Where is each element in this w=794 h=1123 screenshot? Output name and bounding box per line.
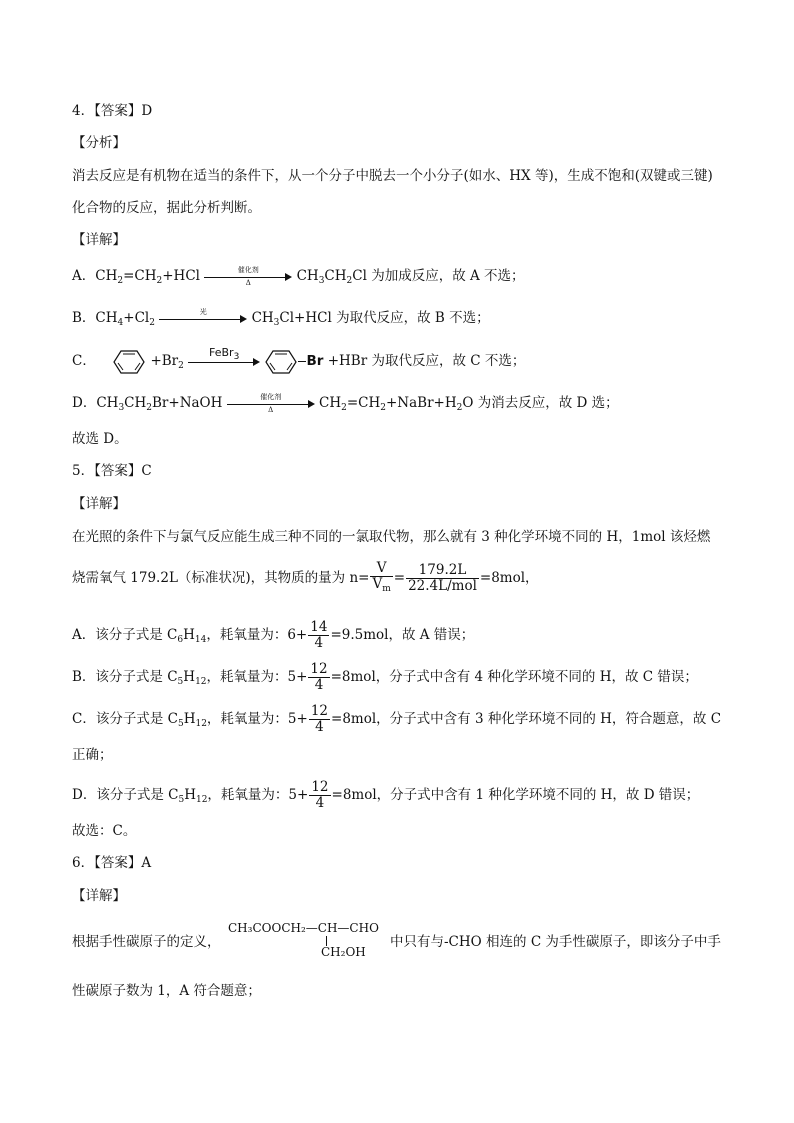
fraction: $\frac{12}{4}$ xyxy=(310,703,329,735)
fraction: $\frac{V}{V_m}$ xyxy=(372,559,391,594)
reaction-arrow: FeBr$_3$ xyxy=(188,352,260,372)
benzene-ring-icon xyxy=(112,349,146,375)
q4-analysis-line-2: 化合物的反应，据此分析判断。 xyxy=(72,200,261,216)
q5-paragraph-1: 在光照的条件下与氯气反应能生成三种不同的一氯取代物，那么就有 3 种化学环境不同的 H，1mol 该烃燃 xyxy=(72,529,711,545)
fraction: $\frac{12}{4}$ xyxy=(311,779,329,811)
q4-option-a: A．$CH_2=CH_2+HCl$ 催化剂 Δ $CH_3CH_2Cl$ 为加成反应，故 A 不选； xyxy=(72,265,525,287)
reaction-arrow: 光 xyxy=(159,309,247,329)
q5-answer: 5．【答案】C xyxy=(72,463,152,479)
q6-paragraph-1b: 中只有与-CHO 相连的 C 为手性碳原子，即该分子中手 xyxy=(390,934,721,950)
reaction-arrow: 催化剂 Δ xyxy=(227,394,315,414)
q4-detail-label: 【详解】 xyxy=(72,232,126,248)
q5-option-d: D．该分子式是 $C_5H_{12}$，耗氧量为：5+ $\frac{12}{4}$ =8mol，分子式中含有 1 种化学环境不同的 H，故 D 错误； xyxy=(72,779,700,811)
q5-conclusion: 故选：C。 xyxy=(72,823,137,839)
q5-option-c: C．该分子式是 $C_5H_{12}$，耗氧量为：5+ $\frac{12}{4}$ =8mol，分子式中含有 3 种化学环境不同的 H，符合题意，故 C xyxy=(72,703,722,735)
q5-option-c-cont: 正确； xyxy=(72,747,113,763)
structure-branch: CH₂OH xyxy=(321,945,366,959)
fraction: $\frac{179.2L}{\text{22.4L/mol}}$ xyxy=(408,562,477,594)
q4-analysis-label: 【分析】 xyxy=(72,135,126,151)
fraction: $\frac{12}{4}$ xyxy=(310,661,328,693)
q5-option-b: B．该分子式是 $C_5H_{12}$，耗氧量为：5+ $\frac{12}{4}$ =8mol，分子式中含有 4 种化学环境不同的 H，故 C 错误； xyxy=(72,661,698,693)
q5-paragraph-2: 烧需氧气 179.2L（标准状况)，其物质的量为 n= $\frac{V}{V_m}$ = $\frac{179.2L}{\text{22.4L/mol}}$ =8mol， xyxy=(72,558,539,598)
q4-answer: 4．【答案】D xyxy=(72,103,153,119)
benzene-ring-icon xyxy=(264,349,298,375)
q5-option-a: A．该分子式是 $C_6H_{14}$，耗氧量为：6+ $\frac{14}{4}$ =9.5mol，故 A 错误； xyxy=(72,619,475,651)
q4-analysis-line-1: 消去反应是有机物在适当的条件下，从一个分子中脱去一个小分子(如水、HX 等)，生成不饱和(双键或三键) xyxy=(72,168,713,184)
structure-main-chain: CH₃COOCH₂—CH—CHO xyxy=(228,921,379,935)
q6-paragraph-1a: 根据手性碳原子的定义， xyxy=(72,934,221,950)
q6-detail-label: 【详解】 xyxy=(72,888,126,904)
q6-answer: 6．【答案】A xyxy=(72,855,152,871)
q4-conclusion: 故选 D。 xyxy=(72,431,128,447)
q4-option-b: B．$CH_4+Cl_2$ 光 $CH_3Cl+HCl$ 为取代反应，故 B 不选； xyxy=(72,307,490,328)
q4-option-c: C． $+Br_2$ FeBr$_3$ Br +HBr 为取代反应，故 C 不选； xyxy=(72,348,525,379)
reaction-arrow: 催化剂 Δ xyxy=(204,267,292,287)
fraction: $\frac{14}{4}$ xyxy=(310,619,328,651)
bromo-substituent: Br xyxy=(306,353,324,369)
q6-paragraph-2: 性碳原子数为 1，A 符合题意； xyxy=(72,983,261,999)
q4-option-d: D．$CH_3CH_2Br+NaOH$ 催化剂 Δ $CH_2=CH_2+NaBr+H_2O$ 为消去反应，故 D 选； xyxy=(72,392,619,414)
q5-detail-label: 【详解】 xyxy=(72,496,126,512)
structural-formula xyxy=(228,920,379,958)
